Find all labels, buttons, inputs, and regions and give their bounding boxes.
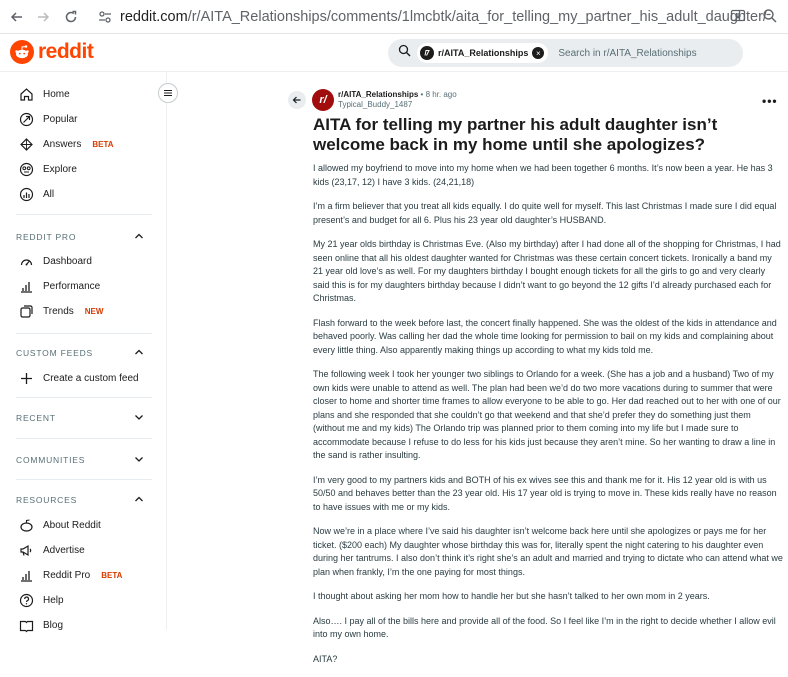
explore-icon — [18, 161, 34, 177]
blog-icon — [18, 617, 34, 633]
reddit-header — [0, 34, 788, 72]
sidebar-toggle-button[interactable] — [158, 83, 178, 103]
sidebar-item-all[interactable] — [18, 183, 54, 205]
sidebar-item-label: Performance — [43, 280, 101, 292]
post-paragraph: I allowed my boyfriend to move into my home when we had been together 6 months. It’s now been a year. He has 3 kids (23,17, 12) I have 3 kids. (24,21,18) — [313, 163, 773, 187]
post-paragraph: The following week I took her younger two siblings to Orlando for a week. (She has a job and a husband) Two of my own kids were unable to attend as well. The plan had been we’d do two more vacations during to summer that were closer to home and shorter time frames to allow everyone to be able to go. Her dad reached out to her with one of our plans and she responded that she couldn’t go that weekend and that she’d prefer they do something just them (without me and my kids) The Orlando trip was planned prior to them coming into my life but I made sure to accommodate because I refuse to do less for his kids just because they aren’t mine. So her wanting to draw a line in the sand is rather insulting. — [313, 369, 781, 460]
section-title: CUSTOM FEEDS — [16, 348, 93, 358]
zoom-icon[interactable] — [760, 6, 780, 26]
sidebar-item-home[interactable] — [18, 83, 70, 105]
sidebar-item-answers[interactable] — [18, 133, 114, 155]
post-paragraph: Flash forward to the week before last, the concert finally happened. She was the oldest of the kids in attendance and behaved poorly. Was calling her dad the whole time looking for permission to bail on my kids and complaining about every little thing. Also apparently making things up according to what my kids told me. — [313, 317, 777, 355]
about-icon — [18, 517, 34, 533]
sidebar-item-trends[interactable] — [18, 300, 103, 322]
post-body — [313, 162, 783, 677]
sidebar-item-label: Reddit Pro — [43, 569, 91, 581]
popular-icon — [18, 111, 34, 127]
forward-arrow-icon[interactable] — [32, 6, 54, 28]
new-badge: NEW — [84, 306, 104, 316]
post-title: AITA for telling my partner his adult daughter isn’t welcome back in my home until she apologizes? — [313, 115, 718, 154]
sidebar-item-label: Answers — [43, 138, 82, 150]
chevron-down-icon — [134, 413, 144, 423]
author-link[interactable]: Typical_Buddy_1487 — [338, 100, 413, 109]
snoo-icon — [10, 40, 34, 64]
dashboard-icon — [18, 253, 34, 269]
left-sidebar — [0, 72, 167, 630]
sidebar-item-label: Popular — [43, 113, 78, 125]
chevron-up-icon — [134, 495, 144, 505]
post-paragraph: I thought about asking her mom how to handle her but she hasn’t talked to her own mom in 2 years. — [313, 591, 710, 601]
section-reddit-pro[interactable] — [16, 229, 144, 245]
sidebar-item-blog[interactable] — [18, 614, 63, 636]
post-paragraph: My 21 year olds birthday is Christmas Eve. (Also my birthday) after I had done all of the shopping for Christmas, I had seen online that all his oldest daughter wanted for Christmas was these certain concert tickets. Ironically a band my 21 year old love’s as well. For my daughters birthday I bought enough tickets for all the girls to go and very clearly said this is for my daughters birthday because I didn’t want to go beyond the 12 gifts I’d already purchased each for Christmas. — [313, 239, 781, 303]
url-text — [120, 9, 767, 25]
install-app-icon[interactable] — [728, 6, 748, 26]
post-back-button[interactable] — [288, 91, 306, 109]
sidebar-item-advertise[interactable] — [18, 539, 85, 561]
sidebar-divider — [16, 214, 152, 215]
sidebar-item-label: About Reddit — [43, 519, 101, 531]
section-title: REDDIT PRO — [16, 232, 77, 242]
sidebar-item-create-custom-feed[interactable] — [18, 367, 139, 389]
sidebar-item-dashboard[interactable] — [18, 250, 92, 272]
advertise-icon — [18, 542, 34, 558]
sidebar-item-label: Explore — [43, 163, 77, 175]
post-paragraph: Also…. I pay all of the bills here and provide all of the food. So I feel like I’m in the right to decide whether I allow evil into my own home. — [313, 615, 776, 639]
site-settings-icon[interactable] — [98, 8, 112, 26]
section-title: COMMUNITIES — [16, 455, 86, 465]
sidebar-item-explore[interactable] — [18, 158, 77, 180]
sidebar-divider — [16, 479, 152, 480]
sidebar-divider — [16, 333, 152, 334]
home-icon — [18, 86, 34, 102]
subreddit-link[interactable]: r/AITA_Relationships — [338, 90, 419, 99]
post-paragraph: AITA? — [313, 653, 338, 664]
post-paragraph: Now we’re in a place where I’ve said his daughter isn’t welcome back here until she apologizes or pays me for her ticket. ($200 each) My daughter whose birthday this was for, literally spent the night catering to his daughter even during her tantrums. I also don’t think it’s right she’s an adult and married and trying to dictate who can attend what we plan when frankly, I’m the one paying for most things. — [313, 526, 783, 577]
sidebar-item-label: Home — [43, 88, 70, 100]
all-icon — [18, 186, 34, 202]
section-recent[interactable] — [16, 410, 144, 426]
performance-icon — [18, 278, 34, 294]
sidebar-item-performance[interactable] — [18, 275, 100, 297]
sidebar-item-reddit-pro[interactable] — [18, 564, 122, 586]
post-paragraph: I’m very good to my partners kids and BOTH of his ex wives see this and thank me for it. His 12 year old is with us 50/50 and behaves better than the 23 year old. His 17 year old is trying to move in. These kids really have no reason to have issues with me or my kids. — [313, 474, 777, 512]
chevron-up-icon — [134, 348, 144, 358]
reddit-logo[interactable] — [10, 40, 93, 64]
help-icon — [18, 592, 34, 608]
more-options-icon[interactable]: ••• — [762, 94, 778, 108]
section-custom-feeds[interactable] — [16, 345, 144, 361]
reddit-pro-icon — [18, 567, 34, 583]
beta-badge: BETA — [101, 570, 123, 580]
post-paragraph: I’m a firm believer that you treat all kids equally. I do quite well for myself. This last Christmas I made sure I did equal present’s and budget for all 6. Plus his 23 year old daughter’s HUSBAND. — [313, 201, 777, 225]
post-meta — [338, 90, 457, 110]
logo-text: reddit — [38, 40, 94, 63]
search-placeholder: Search in r/AITA_Relationships — [558, 47, 697, 59]
answers-icon — [18, 136, 34, 152]
chip-close-icon[interactable]: × — [532, 47, 544, 59]
address-bar[interactable] — [92, 4, 767, 30]
section-communities[interactable] — [16, 452, 144, 468]
chevron-down-icon — [134, 455, 144, 465]
browser-toolbar — [0, 0, 788, 34]
subreddit-chip-avatar — [420, 46, 434, 60]
sidebar-divider — [16, 397, 152, 398]
sidebar-item-about-reddit[interactable] — [18, 514, 101, 536]
sidebar-divider — [16, 438, 152, 439]
sidebar-item-help[interactable] — [18, 589, 64, 611]
chevron-up-icon — [134, 232, 144, 242]
sidebar-item-label: Blog — [43, 619, 64, 631]
search-scope-chip[interactable] — [417, 43, 548, 63]
search-bar[interactable] — [388, 39, 743, 67]
section-title: RESOURCES — [16, 495, 78, 505]
sidebar-item-label: Trends — [43, 305, 74, 317]
sidebar-item-label: All — [43, 188, 55, 200]
reload-icon[interactable] — [60, 6, 82, 28]
subreddit-avatar[interactable]: r/ — [312, 89, 334, 111]
beta-badge: BETA — [92, 139, 114, 149]
search-icon — [398, 44, 411, 62]
sidebar-item-label: Dashboard — [43, 255, 92, 267]
plus-icon — [18, 370, 34, 386]
post-time: • 8 hr. ago — [420, 90, 457, 99]
search-chip-label: r/AITA_Relationships — [438, 48, 529, 58]
sidebar-item-label: Help — [43, 594, 64, 606]
url-path: /r/AITA_Relationships/comments/1lmcbtk/aita_for_telling_my_partner_his_adult_daughter/ — [187, 8, 767, 25]
url-host: reddit.com — [120, 8, 188, 25]
sidebar-item-label: Advertise — [43, 544, 85, 556]
section-title: RECENT — [16, 413, 56, 423]
sidebar-item-label: Create a custom feed — [43, 372, 139, 384]
sidebar-item-popular[interactable] — [18, 108, 77, 130]
section-resources[interactable] — [16, 492, 144, 508]
back-arrow-icon[interactable] — [6, 6, 28, 28]
trends-icon — [18, 303, 34, 319]
